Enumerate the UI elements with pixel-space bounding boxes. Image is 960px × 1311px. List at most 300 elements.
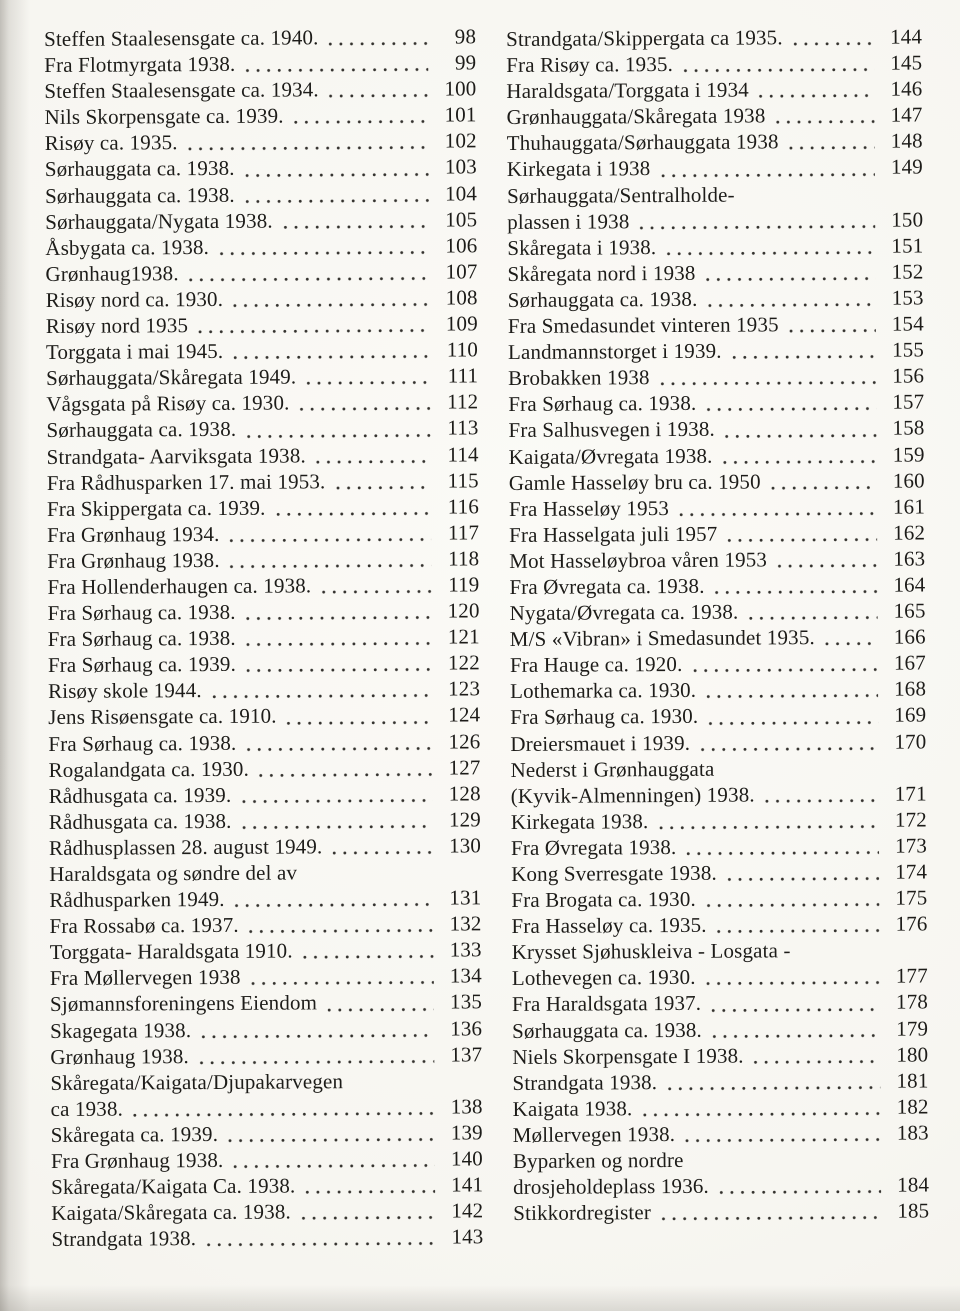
dot-leader: [754, 1057, 881, 1065]
dot-leader: [748, 614, 877, 622]
toc-entry: [48, 625, 480, 654]
toc-entry-label: Strandgata- Aarviksgata 1938.: [46, 442, 306, 469]
toc-entry: [507, 207, 923, 236]
toc-entry-label: Fra Sørhaug ca. 1930.: [510, 704, 699, 730]
toc-entry-label: Risøy nord 1935: [45, 313, 189, 339]
toc-entry: [49, 781, 481, 810]
toc-entry-page-number: 108: [445, 285, 478, 310]
toc-entry-page-number: 180: [896, 1042, 929, 1067]
toc-entry-label: ca 1938.: [50, 1096, 124, 1121]
toc-entry: [46, 311, 478, 340]
toc-entry-page-number: 147: [890, 102, 923, 127]
dot-leader: [692, 666, 877, 674]
dot-leader: [133, 1110, 435, 1119]
toc-entry-label: Skåregata i 1938.: [507, 234, 657, 260]
dot-leader: [241, 796, 432, 804]
toc-entry: [46, 337, 478, 366]
toc-entry-label: Nygata/Øvregata ca. 1938.: [509, 599, 739, 626]
toc-entry: [509, 468, 925, 497]
toc-entry: [512, 1068, 928, 1097]
dot-leader: [276, 509, 431, 517]
toc-entry-label: Sørhauggata ca. 1938.: [512, 1017, 702, 1043]
dot-leader: [685, 1136, 881, 1144]
toc-entry-page-number: 183: [896, 1120, 929, 1145]
toc-entry: [45, 129, 477, 158]
toc-entry-label: Haraldsgata og søndre del av: [49, 860, 298, 886]
toc-entry: [510, 625, 926, 654]
toc-entry-label: Fra Hauge ca. 1920.: [509, 652, 683, 678]
toc-entry: [510, 703, 926, 732]
dot-leader: [706, 979, 880, 987]
toc-entry-label: Fra Øvregata 1938.: [510, 834, 677, 860]
toc-entry: [48, 598, 480, 627]
toc-entry-label: Fra Haraldsgata 1937.: [511, 991, 702, 1017]
toc-entry-label: Gamle Hasseløy bru ca. 1950: [508, 469, 761, 495]
dot-leader: [212, 692, 432, 700]
toc-entry-page-number: 144: [890, 24, 923, 49]
toc-entry-label: Grønhaug1938.: [45, 261, 179, 286]
toc-entry: [44, 24, 476, 53]
toc-entry-label: Fra Sørhaug ca. 1938.: [508, 391, 697, 417]
dot-leader: [707, 301, 875, 309]
toc-entry-label: Kirkegata i 1938: [506, 156, 651, 182]
dot-leader: [306, 379, 430, 387]
dot-leader: [706, 405, 876, 413]
toc-entry-page-number: 127: [448, 754, 481, 780]
toc-entry: [48, 677, 480, 706]
dot-leader: [245, 66, 428, 74]
toc-entry-label: Sørhauggata/Skåregata 1949.: [46, 364, 297, 391]
toc-entry: [506, 77, 922, 106]
toc-entry-page-number: 120: [447, 598, 480, 623]
dot-leader: [332, 849, 433, 857]
toc-entry-label: M/S «Vibran» i Smedasundet 1935.: [509, 625, 815, 652]
toc-entry-page-number: 184: [897, 1172, 930, 1197]
toc-entry: [513, 1146, 929, 1175]
toc-entry-page-number: 112: [447, 389, 479, 414]
dot-leader: [683, 66, 874, 74]
toc-entry-label: (Kyvik-Almenningen) 1938.: [510, 782, 755, 808]
dot-leader: [198, 327, 430, 335]
toc-entry-page-number: 173: [894, 833, 928, 858]
toc-entry-label: Rådhusparken 1949.: [49, 887, 225, 913]
dot-leader: [335, 483, 430, 491]
toc-entry: [49, 859, 481, 888]
toc-entry-label: Fra Sørhaug ca. 1938.: [47, 625, 236, 652]
toc-entry-label: Møllervegen 1938.: [512, 1121, 676, 1147]
dot-leader: [301, 1214, 435, 1222]
toc-entry-page-number: 129: [448, 807, 481, 832]
toc-entry: [49, 833, 481, 862]
toc-entry-label: Sjømannsforeningens Eiendom: [49, 990, 318, 1017]
toc-entry-label: Fra Grønhaug 1938.: [47, 547, 220, 573]
toc-entry-label: Niels Skorpensgate I 1938.: [512, 1043, 744, 1069]
toc-entry-label: Jens Risøensgate ca. 1910.: [48, 704, 277, 730]
toc-entry: [512, 1016, 928, 1045]
dot-leader: [706, 692, 878, 700]
toc-entry: [513, 1173, 929, 1202]
toc-entry-page-number: 128: [448, 781, 481, 806]
dot-leader: [235, 901, 434, 909]
toc-entry-label: Lothemarka ca. 1930.: [509, 678, 697, 704]
toc-entry-label: Fra Smedasundet vinteren 1935: [507, 312, 779, 339]
toc-entry-page-number: 177: [895, 963, 928, 989]
toc-entry-label: Kaigata/Skåregata ca. 1938.: [51, 1199, 291, 1226]
dot-leader: [725, 431, 877, 439]
toc-entry-label: Fra Hollenderhaugen ca. 1938.: [47, 573, 312, 599]
dot-leader: [329, 92, 429, 100]
toc-entry: [45, 233, 477, 262]
dot-leader: [230, 562, 432, 570]
toc-entry-page-number: 126: [448, 728, 481, 754]
toc-entry: [507, 181, 923, 210]
toc-entry-label: Skåregata nord i 1938: [507, 260, 696, 286]
toc-entry: [506, 51, 922, 80]
toc-entry: [509, 520, 925, 549]
dot-leader: [246, 431, 430, 439]
toc-entry: [51, 1120, 483, 1149]
toc-entry-label: Fra Sørhaug ca. 1938.: [47, 599, 236, 626]
toc-entry-page-number: 119: [448, 572, 480, 597]
dot-leader: [303, 953, 434, 961]
toc-entry-label: Rogalandgata ca. 1930.: [48, 756, 250, 782]
toc-entry: [508, 311, 924, 340]
dot-leader: [249, 927, 434, 935]
dot-leader: [206, 1240, 435, 1248]
toc-entry: [506, 103, 922, 132]
toc-entry-label: Fra Øvregata ca. 1938.: [509, 573, 705, 599]
toc-entry-page-number: 122: [447, 650, 480, 675]
toc-entry: [512, 990, 928, 1019]
toc-entry-page-number: 110: [446, 337, 479, 362]
toc-entry: [46, 390, 478, 419]
toc-entry-label: Strandgata/Skippergata ca 1935.: [506, 25, 783, 51]
toc-entry-page-number: 172: [894, 807, 927, 832]
toc-entry-page-number: 181: [896, 1068, 929, 1093]
toc-entry-page-number: 162: [893, 520, 926, 545]
toc-entry: [513, 1094, 929, 1123]
toc-entry-label: Risøy ca. 1935.: [44, 130, 178, 156]
dot-leader: [328, 40, 428, 48]
toc-entry-page-number: 101: [444, 102, 477, 127]
dot-leader: [219, 248, 429, 256]
dot-leader: [251, 979, 434, 987]
toc-entry: [508, 390, 924, 419]
toc-entry: [510, 677, 926, 706]
dot-leader: [246, 614, 432, 622]
toc-entry: [46, 285, 478, 314]
toc-entry-label: Sørhauggata ca. 1938.: [46, 417, 237, 443]
toc-entry: [51, 1146, 483, 1175]
dot-leader: [188, 144, 429, 152]
dot-leader: [294, 118, 429, 126]
toc-entry: [510, 755, 926, 784]
toc-entry-page-number: 107: [445, 259, 478, 284]
dot-leader: [201, 1031, 434, 1039]
toc-entry-label: Nederst i Grønhauggata: [510, 756, 715, 782]
dot-leader: [775, 118, 874, 126]
toc-entry-page-number: 138: [450, 1094, 483, 1119]
toc-entry: [44, 50, 476, 79]
dot-leader: [793, 40, 874, 47]
toc-entry: [47, 546, 479, 575]
toc-entry-page-number: 170: [894, 728, 927, 754]
toc-entry: [47, 442, 479, 471]
dot-leader: [719, 1188, 881, 1196]
dot-leader: [777, 562, 877, 570]
toc-entry-page-number: 145: [890, 50, 923, 75]
toc-entry-page-number: 165: [893, 598, 926, 623]
toc-entry-label: Torggata i mai 1945.: [45, 339, 224, 365]
toc-entry-label: Fra Hasselgata juli 1957: [509, 521, 718, 547]
toc-entry-label: Vågsgata på Risøy ca. 1930.: [46, 390, 290, 417]
toc-entry-page-number: 135: [449, 989, 483, 1015]
toc-entry-page-number: 149: [890, 154, 923, 180]
toc-entry: [510, 599, 926, 628]
toc-entry-label: Fra Skippergata ca. 1939.: [46, 495, 266, 521]
dot-leader: [241, 823, 432, 831]
toc-entry-label: drosjeholdeplass 1936.: [513, 1173, 709, 1200]
toc-entry: [512, 964, 928, 993]
toc-entry-label: Fra Sørhaug ca. 1938.: [48, 730, 237, 756]
dot-leader: [287, 718, 433, 726]
dot-leader: [711, 1005, 880, 1013]
toc-entry-label: Risøy nord ca. 1930.: [45, 286, 224, 312]
toc-entry-label: Stikkordregister: [513, 1200, 652, 1226]
toc-entry: [507, 233, 923, 262]
toc-entry-label: Fra Salhusvegen i 1938.: [508, 417, 715, 443]
dot-leader: [759, 92, 875, 100]
toc-entry-page-number: 148: [890, 128, 923, 154]
dot-leader: [765, 797, 879, 805]
toc-entry-page-number: 155: [891, 337, 925, 362]
toc-entry-page-number: 104: [444, 180, 478, 206]
toc-entry: [49, 807, 481, 836]
dot-leader: [327, 1005, 434, 1013]
toc-entry-page-number: 167: [893, 650, 926, 675]
dot-leader: [189, 275, 430, 283]
toc-entry-label: Krysset Sjøhuskleiva - Losgata -: [511, 938, 791, 965]
toc-entry: [507, 155, 923, 184]
toc-entry-label: Fra Grønhaug 1938.: [50, 1147, 224, 1174]
toc-entry-page-number: 115: [447, 467, 479, 493]
dot-leader: [316, 457, 431, 465]
toc-entry: [511, 912, 927, 941]
toc-entry-label: Fra Flotmyrgata 1938.: [44, 51, 236, 78]
toc-column-left: [44, 24, 483, 1253]
toc-entry: [512, 938, 928, 967]
toc-entry-page-number: 179: [896, 1016, 929, 1041]
dot-leader: [712, 1031, 880, 1039]
dot-leader: [661, 1214, 881, 1222]
toc-entry-label: Fra Rådhusparken 17. mai 1953.: [46, 468, 326, 495]
toc-entry-page-number: 161: [892, 494, 926, 519]
toc-entry-page-number: 113: [447, 415, 479, 440]
toc-entry-page-number: 146: [890, 76, 923, 101]
toc-entry: [45, 259, 477, 288]
toc-entry: [49, 885, 481, 914]
toc-entry-label: Byparken og nordre: [512, 1147, 684, 1174]
toc-entry-page-number: 123: [448, 676, 481, 701]
dot-leader: [660, 379, 877, 387]
toc-entry: [47, 572, 479, 601]
toc-entry-page-number: 153: [891, 285, 924, 310]
toc-entry: [47, 520, 479, 549]
dot-leader: [283, 222, 429, 230]
dot-leader: [658, 823, 878, 831]
toc-entry: [47, 494, 479, 523]
toc-entry-page-number: 152: [891, 259, 924, 284]
toc-entry-label: Skåregata/Kaigata/Djupakarvegen: [50, 1068, 344, 1095]
toc-entry-label: Fra Hasseløy 1953: [508, 495, 670, 521]
dot-leader: [199, 1057, 434, 1065]
toc-entry-label: Fra Risøy ca. 1935.: [506, 52, 674, 78]
toc-entry-page-number: 117: [447, 520, 480, 545]
toc-entry-label: Kirkegata 1938.: [510, 808, 649, 834]
toc-entry-page-number: 114: [447, 441, 479, 467]
toc-entry-label: Rådhusgata ca. 1938.: [48, 808, 232, 834]
toc-entry-page-number: 137: [450, 1041, 483, 1067]
toc-column-right: [506, 24, 929, 1227]
toc-entry: [48, 703, 480, 732]
toc-entry-label: Thuhauggata/Sørhauggata 1938: [506, 129, 779, 156]
toc-entry: [50, 1016, 482, 1045]
dot-leader: [233, 301, 430, 309]
dot-leader: [789, 327, 876, 335]
toc-entry-page-number: 174: [895, 859, 928, 884]
dot-leader: [732, 353, 876, 361]
dot-leader: [246, 640, 432, 648]
toc-entry-label: Skåregata/Kaigata Ca. 1938.: [51, 1173, 296, 1200]
toc-entry-label: Rådhusplassen 28. august 1949.: [48, 834, 323, 860]
toc-entry-label: Fra Møllervegen 1938: [49, 965, 241, 991]
toc-entry-page-number: 178: [895, 989, 929, 1015]
toc-entry-page-number: 100: [444, 76, 477, 101]
toc-entry-page-number: 142: [451, 1198, 484, 1223]
toc-entry: [509, 546, 925, 575]
toc-entry-label: Dreiersmauet i 1939.: [510, 730, 691, 756]
toc-entry: [51, 1199, 483, 1228]
toc-entry-label: Fra Sørhaug ca. 1939.: [47, 652, 236, 678]
toc-entry-page-number: 132: [449, 911, 482, 936]
toc-entry-label: Landmannstorget i 1939.: [507, 338, 722, 365]
toc-entry: [507, 129, 923, 158]
dot-leader: [727, 536, 877, 544]
dot-leader: [245, 170, 429, 178]
toc-entry-page-number: 154: [891, 311, 924, 336]
toc-entry-page-number: 156: [892, 363, 925, 388]
toc-entry: [48, 729, 480, 758]
dot-leader: [708, 718, 878, 726]
toc-entry-page-number: 134: [449, 963, 482, 988]
toc-entry-page-number: 133: [449, 937, 482, 962]
toc-entry-page-number: 157: [892, 389, 925, 414]
dot-leader: [686, 849, 879, 857]
toc-entry: [508, 416, 924, 445]
toc-entry-page-number: 143: [451, 1224, 484, 1249]
toc-entry: [513, 1120, 929, 1149]
toc-entry-label: Fra Brogata ca. 1930.: [511, 886, 696, 913]
dot-leader: [715, 588, 878, 596]
dot-leader: [230, 536, 432, 544]
dot-leader: [305, 1188, 435, 1196]
toc-entry: [50, 938, 482, 967]
toc-entry: [44, 77, 476, 106]
dot-leader: [700, 744, 878, 752]
toc-entry: [46, 364, 478, 393]
dot-leader: [771, 483, 877, 491]
toc-entry-label: Strandgata 1938.: [512, 1069, 658, 1095]
toc-entry-page-number: 130: [448, 833, 482, 858]
toc-entry-page-number: 158: [892, 415, 925, 441]
toc-entry: [509, 572, 925, 601]
toc-entry-label: Torggata- Haraldsgata 1910.: [49, 938, 293, 965]
toc-entry: [511, 886, 927, 915]
dot-leader: [321, 588, 431, 596]
toc-entry: [509, 494, 925, 523]
toc-entry-page-number: 164: [893, 572, 926, 597]
dot-leader: [706, 901, 880, 909]
toc-entry: [48, 755, 480, 784]
toc-entry: [46, 416, 478, 445]
toc-entry-page-number: 160: [892, 468, 925, 493]
toc-entry-label: Brobakken 1938: [508, 365, 650, 391]
toc-entry: [50, 1068, 482, 1097]
toc-entry: [510, 651, 926, 680]
toc-entry: [508, 338, 924, 367]
toc-entry-page-number: 111: [447, 363, 479, 388]
toc-entry-label: Sørhauggata/Nygata 1938.: [45, 208, 273, 234]
toc-entry-page-number: 99: [454, 50, 477, 75]
dot-leader: [233, 1162, 435, 1170]
toc-entry: [48, 651, 480, 680]
dot-leader: [679, 510, 877, 518]
toc-entry-label: Kaigata/Øvregata 1938.: [508, 443, 713, 469]
toc-entry: [51, 1225, 483, 1254]
toc-entry-page-number: 168: [894, 676, 927, 701]
toc-entry-label: Steffen Staalesensgate ca. 1940.: [44, 25, 319, 51]
toc-entry-page-number: 109: [445, 311, 478, 336]
toc-entry-label: Skagegata 1938.: [50, 1017, 192, 1043]
toc-entry: [50, 990, 482, 1019]
toc-entry-label: Sørhauggata/Sentralholde-: [506, 182, 735, 208]
dot-leader: [825, 640, 878, 647]
toc-entry-label: Sørhauggata ca. 1938.: [44, 182, 235, 208]
toc-entry-page-number: 141: [451, 1172, 484, 1197]
toc-entry: [508, 364, 924, 393]
toc-entry-page-number: 150: [891, 207, 924, 232]
toc-entry-label: Risøy skole 1944.: [47, 678, 202, 704]
toc-entry-page-number: 182: [896, 1094, 929, 1119]
toc-entry-label: Grønhaug 1938.: [50, 1043, 189, 1069]
dot-leader: [246, 666, 432, 674]
toc-entry-label: Steffen Staalesensgate ca. 1934.: [44, 77, 319, 104]
toc-entry: [49, 912, 481, 941]
dot-leader: [723, 457, 877, 465]
dot-leader: [233, 353, 430, 361]
toc-entry: [511, 807, 927, 836]
toc-entry-page-number: 131: [449, 885, 482, 910]
toc-entry: [50, 964, 482, 993]
dot-leader: [246, 744, 432, 752]
toc-entry-page-number: 163: [893, 546, 926, 571]
toc-entry: [508, 285, 924, 314]
toc-entry-label: Rådhusgata ca. 1939.: [48, 782, 232, 808]
toc-entry-label: Fra Hasseløy ca. 1935.: [511, 912, 707, 939]
toc-entry-page-number: 121: [447, 624, 480, 649]
toc-entry-label: plassen i 1938: [507, 208, 630, 234]
toc-entry: [45, 207, 477, 236]
